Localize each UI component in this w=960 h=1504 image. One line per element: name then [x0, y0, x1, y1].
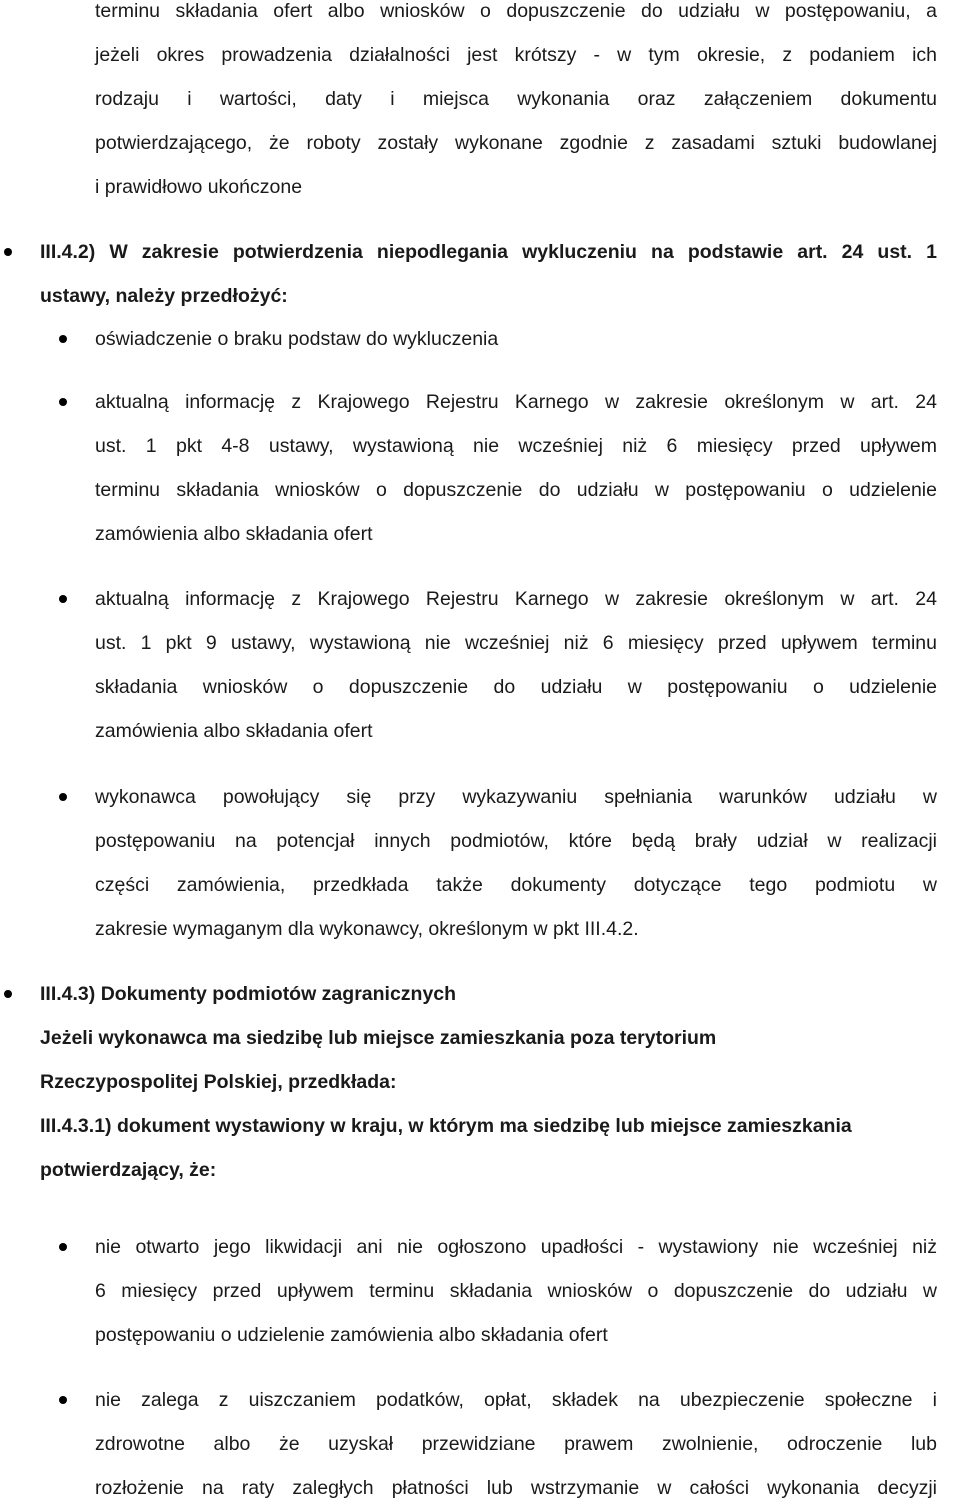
bullet-icon [4, 248, 12, 256]
heading-line: III.4.3) Dokumenty podmiotów zagranicznych [40, 983, 457, 1005]
text-line: zamówienia albo składania ofert [95, 523, 373, 545]
text-line: zakresie wymaganym dla wykonawcy, określonym w pkt III.4.2. [95, 918, 639, 940]
heading-line: III.4.2) W zakresie potwierdzenia niepodlegania wykluczeniu na podstawie art. 24 ust. 1 [40, 241, 937, 263]
text-line: rodzaju i wartości, daty i miejsca wykonania oraz załączeniem dokumentu [95, 88, 937, 110]
bullet-icon [59, 335, 67, 343]
heading-line: potwierdzający, że: [40, 1159, 217, 1181]
bullet-icon [59, 595, 67, 603]
heading-line: Jeżeli wykonawca ma siedzibę lub miejsce zamieszkania poza terytorium [40, 1027, 717, 1049]
text-line: ust. 1 pkt 4-8 ustawy, wystawioną nie wcześniej niż 6 miesięcy przed upływem [95, 435, 937, 457]
text-line: wykonawca powołujący się przy wykazywaniu spełniania warunków udziału w [95, 786, 937, 808]
text-line: aktualną informację z Krajowego Rejestru Karnego w zakresie określonym w art. 24 [95, 391, 937, 413]
text-line: zamówienia albo składania ofert [95, 720, 373, 742]
text-line: 6 miesięcy przed upływem terminu składania wniosków o dopuszczenie do udziału w [95, 1280, 937, 1302]
bullet-icon [59, 1396, 67, 1404]
bullet-icon [59, 1243, 67, 1251]
heading-line: ustawy, należy przedłożyć: [40, 285, 288, 307]
heading-line: Rzeczypospolitej Polskiej, przedkłada: [40, 1071, 397, 1093]
text-line: postępowaniu na potencjał innych podmiotów, które będą brały udział w realizacji [95, 830, 937, 852]
bullet-icon [59, 398, 67, 406]
text-line: nie otwarto jego likwidacji ani nie ogłoszono upadłości - wystawiony nie wcześniej niż [95, 1236, 937, 1258]
heading-line: III.4.3.1) dokument wystawiony w kraju, w którym ma siedzibę lub miejsce zamieszkania [40, 1115, 852, 1137]
text-line: rozłożenie na raty zaległych płatności lub wstrzymanie w całości wykonania decyzji [95, 1477, 937, 1499]
text-line: jeżeli okres prowadzenia działalności jest krótszy - w tym okresie, z podaniem ich [95, 44, 937, 66]
text-line: postępowaniu o udzielenie zamówienia albo składania ofert [95, 1324, 608, 1346]
text-line: zdrowotne albo że uzyskał przewidziane prawem zwolnienie, odroczenie lub [95, 1433, 937, 1455]
text-line: i prawidłowo ukończone [95, 176, 303, 198]
text-line: aktualną informację z Krajowego Rejestru Karnego w zakresie określonym w art. 24 [95, 588, 937, 610]
text-line: terminu składania ofert albo wniosków o dopuszczenie do udziału w postępowaniu, a [95, 0, 937, 22]
text-line: ust. 1 pkt 9 ustawy, wystawioną nie wcześniej niż 6 miesięcy przed upływem terminu [95, 632, 937, 654]
text-line: potwierdzającego, że roboty zostały wykonane zgodnie z zasadami sztuki budowlanej [95, 132, 937, 154]
text-line: nie zalega z uiszczaniem podatków, opłat, składek na ubezpieczenie społeczne i [95, 1389, 937, 1411]
text-line: terminu składania wniosków o dopuszczenie do udziału w postępowaniu o udzielenie [95, 479, 937, 501]
bullet-icon [59, 793, 67, 801]
bullet-icon [4, 990, 12, 998]
text-line: składania wniosków o dopuszczenie do udziału w postępowaniu o udzielenie [95, 676, 937, 698]
text-line: oświadczenie o braku podstaw do wykluczenia [95, 328, 499, 350]
text-line: części zamówienia, przedkłada także dokumenty dotyczące tego podmiotu w [95, 874, 937, 896]
